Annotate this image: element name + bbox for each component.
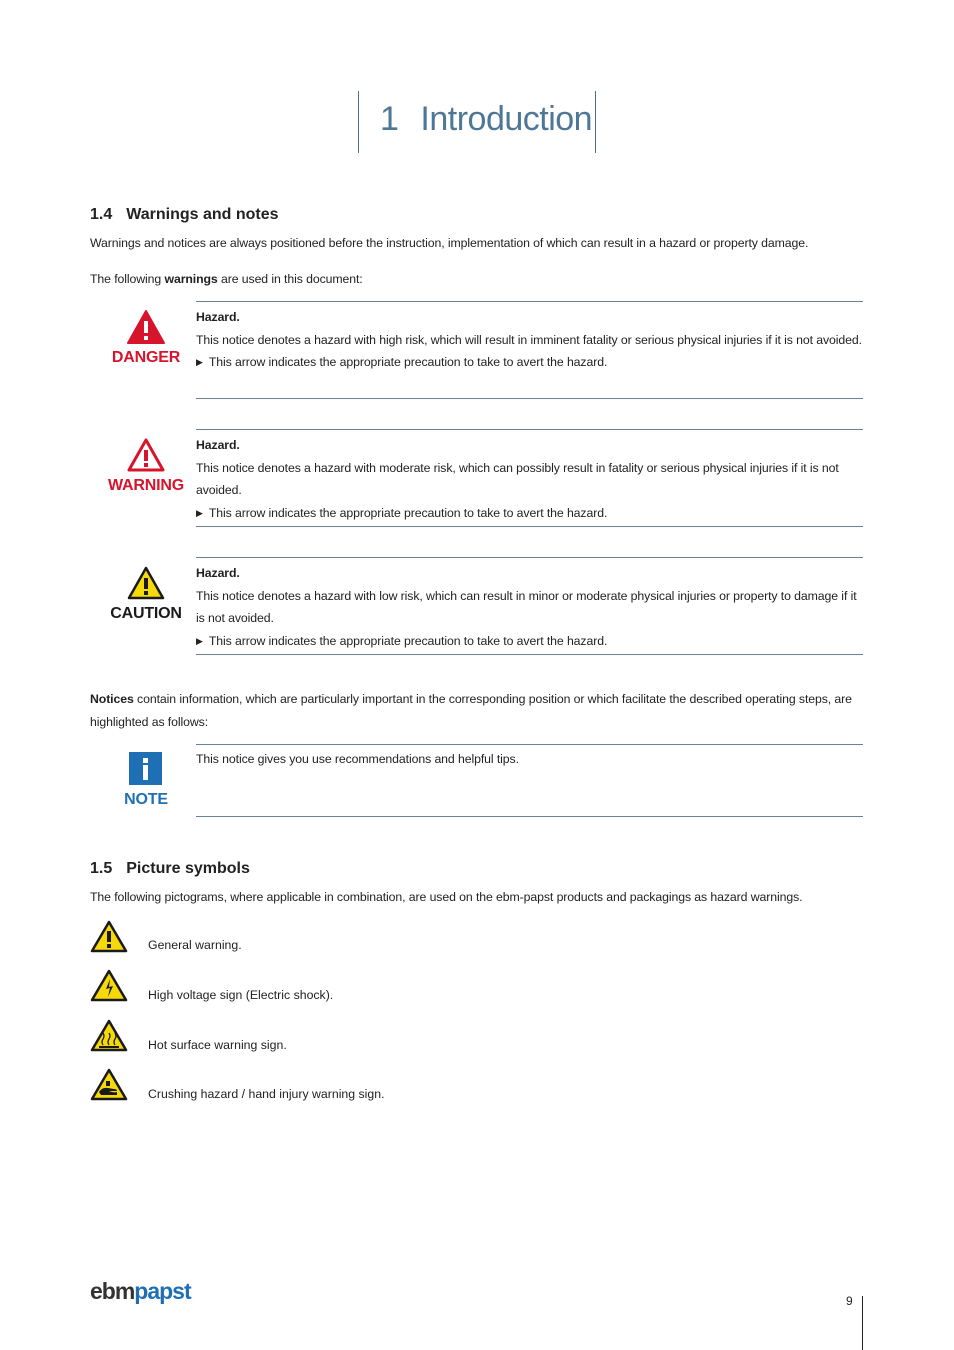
arrow-icon: ▶ [196,507,203,518]
notices-text: contain information, which are particularly important in the corresponding position or which facilitate the described operating steps, are highlighted as follows: [90,692,852,729]
hot-surface-icon [90,1019,128,1052]
warning-label: WARNING [108,477,184,494]
high-voltage-icon [90,969,128,1002]
caution-icon [126,565,166,601]
warnings-intro: Warnings and notices are always positioned before the instruction, implementation of which can result in a hazard or property damage. [90,236,809,250]
caution-text-block [196,562,863,652]
warning-bottom-rule [196,526,863,527]
crushing-hazard-icon [90,1068,128,1101]
warning-hazard: Hazard. [196,438,240,452]
caution-label: CAUTION [110,605,182,622]
danger-icon [126,309,166,345]
notices-bold: Notices [90,692,134,706]
chapter-bar-right [595,91,596,153]
danger-arrow-line [196,351,863,374]
info-icon [129,752,162,785]
section-heading-pictures [90,860,250,878]
page-number-bar [862,1296,863,1350]
danger-arrow-text: This arrow indicates the appropriate precaution to take to avert the hazard. [208,355,608,369]
note-bottom-rule [196,816,863,817]
warning-arrow-text: This arrow indicates the appropriate precaution to take to avert the hazard. [208,505,608,520]
caution-top-rule [196,557,863,558]
warning-icon [126,437,166,473]
chapter-title-text: Introduction [420,100,593,138]
following-pre: The following [90,272,165,286]
note-top-rule [196,744,863,745]
warnings-following [90,268,870,291]
pictogram-label: General warning. [148,938,242,952]
note-text: This notice gives you use recommendations and helpful tips. [196,752,519,766]
caution-hazard: Hazard. [196,566,240,580]
pictures-intro: The following pictograms, where applicable in combination, are used on the ebm-papst products and packagings as hazard warnings. [90,890,803,904]
danger-text-block [196,306,863,374]
warning-text-block [196,434,866,524]
caution-bottom-rule [196,654,863,655]
following-post: are used in this document: [217,272,363,286]
chapter-number: 1 [380,100,399,138]
arrow-icon: ▶ [196,635,203,646]
following-bold: warnings [164,272,218,286]
page-number: 9 [846,1294,853,1308]
brand-logo [90,1278,191,1305]
pictogram-label: High voltage sign (Electric shock). [148,988,334,1002]
danger-hazard: Hazard. [196,310,240,324]
section-number: 1.4 [90,206,113,223]
section-number: 1.5 [90,860,113,877]
danger-label: DANGER [111,349,181,366]
danger-description: This notice denotes a hazard with high risk, which will result in imminent fatality or serious physical injuries if it is not avoided. [196,332,862,347]
note-label: NOTE [124,791,168,808]
danger-top-rule [196,301,863,302]
pictogram-label: Crushing hazard / hand injury warning sign. [148,1087,385,1101]
caution-arrow-line [196,630,863,653]
danger-bottom-rule [196,398,863,399]
logo-part-a: ebm [90,1278,135,1304]
logo-part-b: papst [134,1278,191,1304]
caution-description: This notice denotes a hazard with low risk, which can result in minor or moderate physical injuries or property to damage if it is not avoided. [196,588,857,625]
chapter-bar-left [358,91,359,153]
warning-top-rule [196,429,863,430]
section-heading-warnings [90,206,279,224]
chapter-title [380,100,592,139]
section-title: Picture symbols [126,860,250,877]
section-title: Warnings and notes [126,206,279,223]
notices-paragraph [90,688,865,733]
general-warning-icon [90,920,128,953]
pictogram-label: Hot surface warning sign. [148,1038,287,1052]
caution-arrow-text: This arrow indicates the appropriate precaution to take to avert the hazard. [208,633,608,648]
warning-description: This notice denotes a hazard with moderate risk, which can possibly result in fatality or serious physical injuries if it is not avoided. [196,460,839,497]
warning-arrow-line [196,502,866,525]
arrow-icon: ▶ [196,357,203,367]
